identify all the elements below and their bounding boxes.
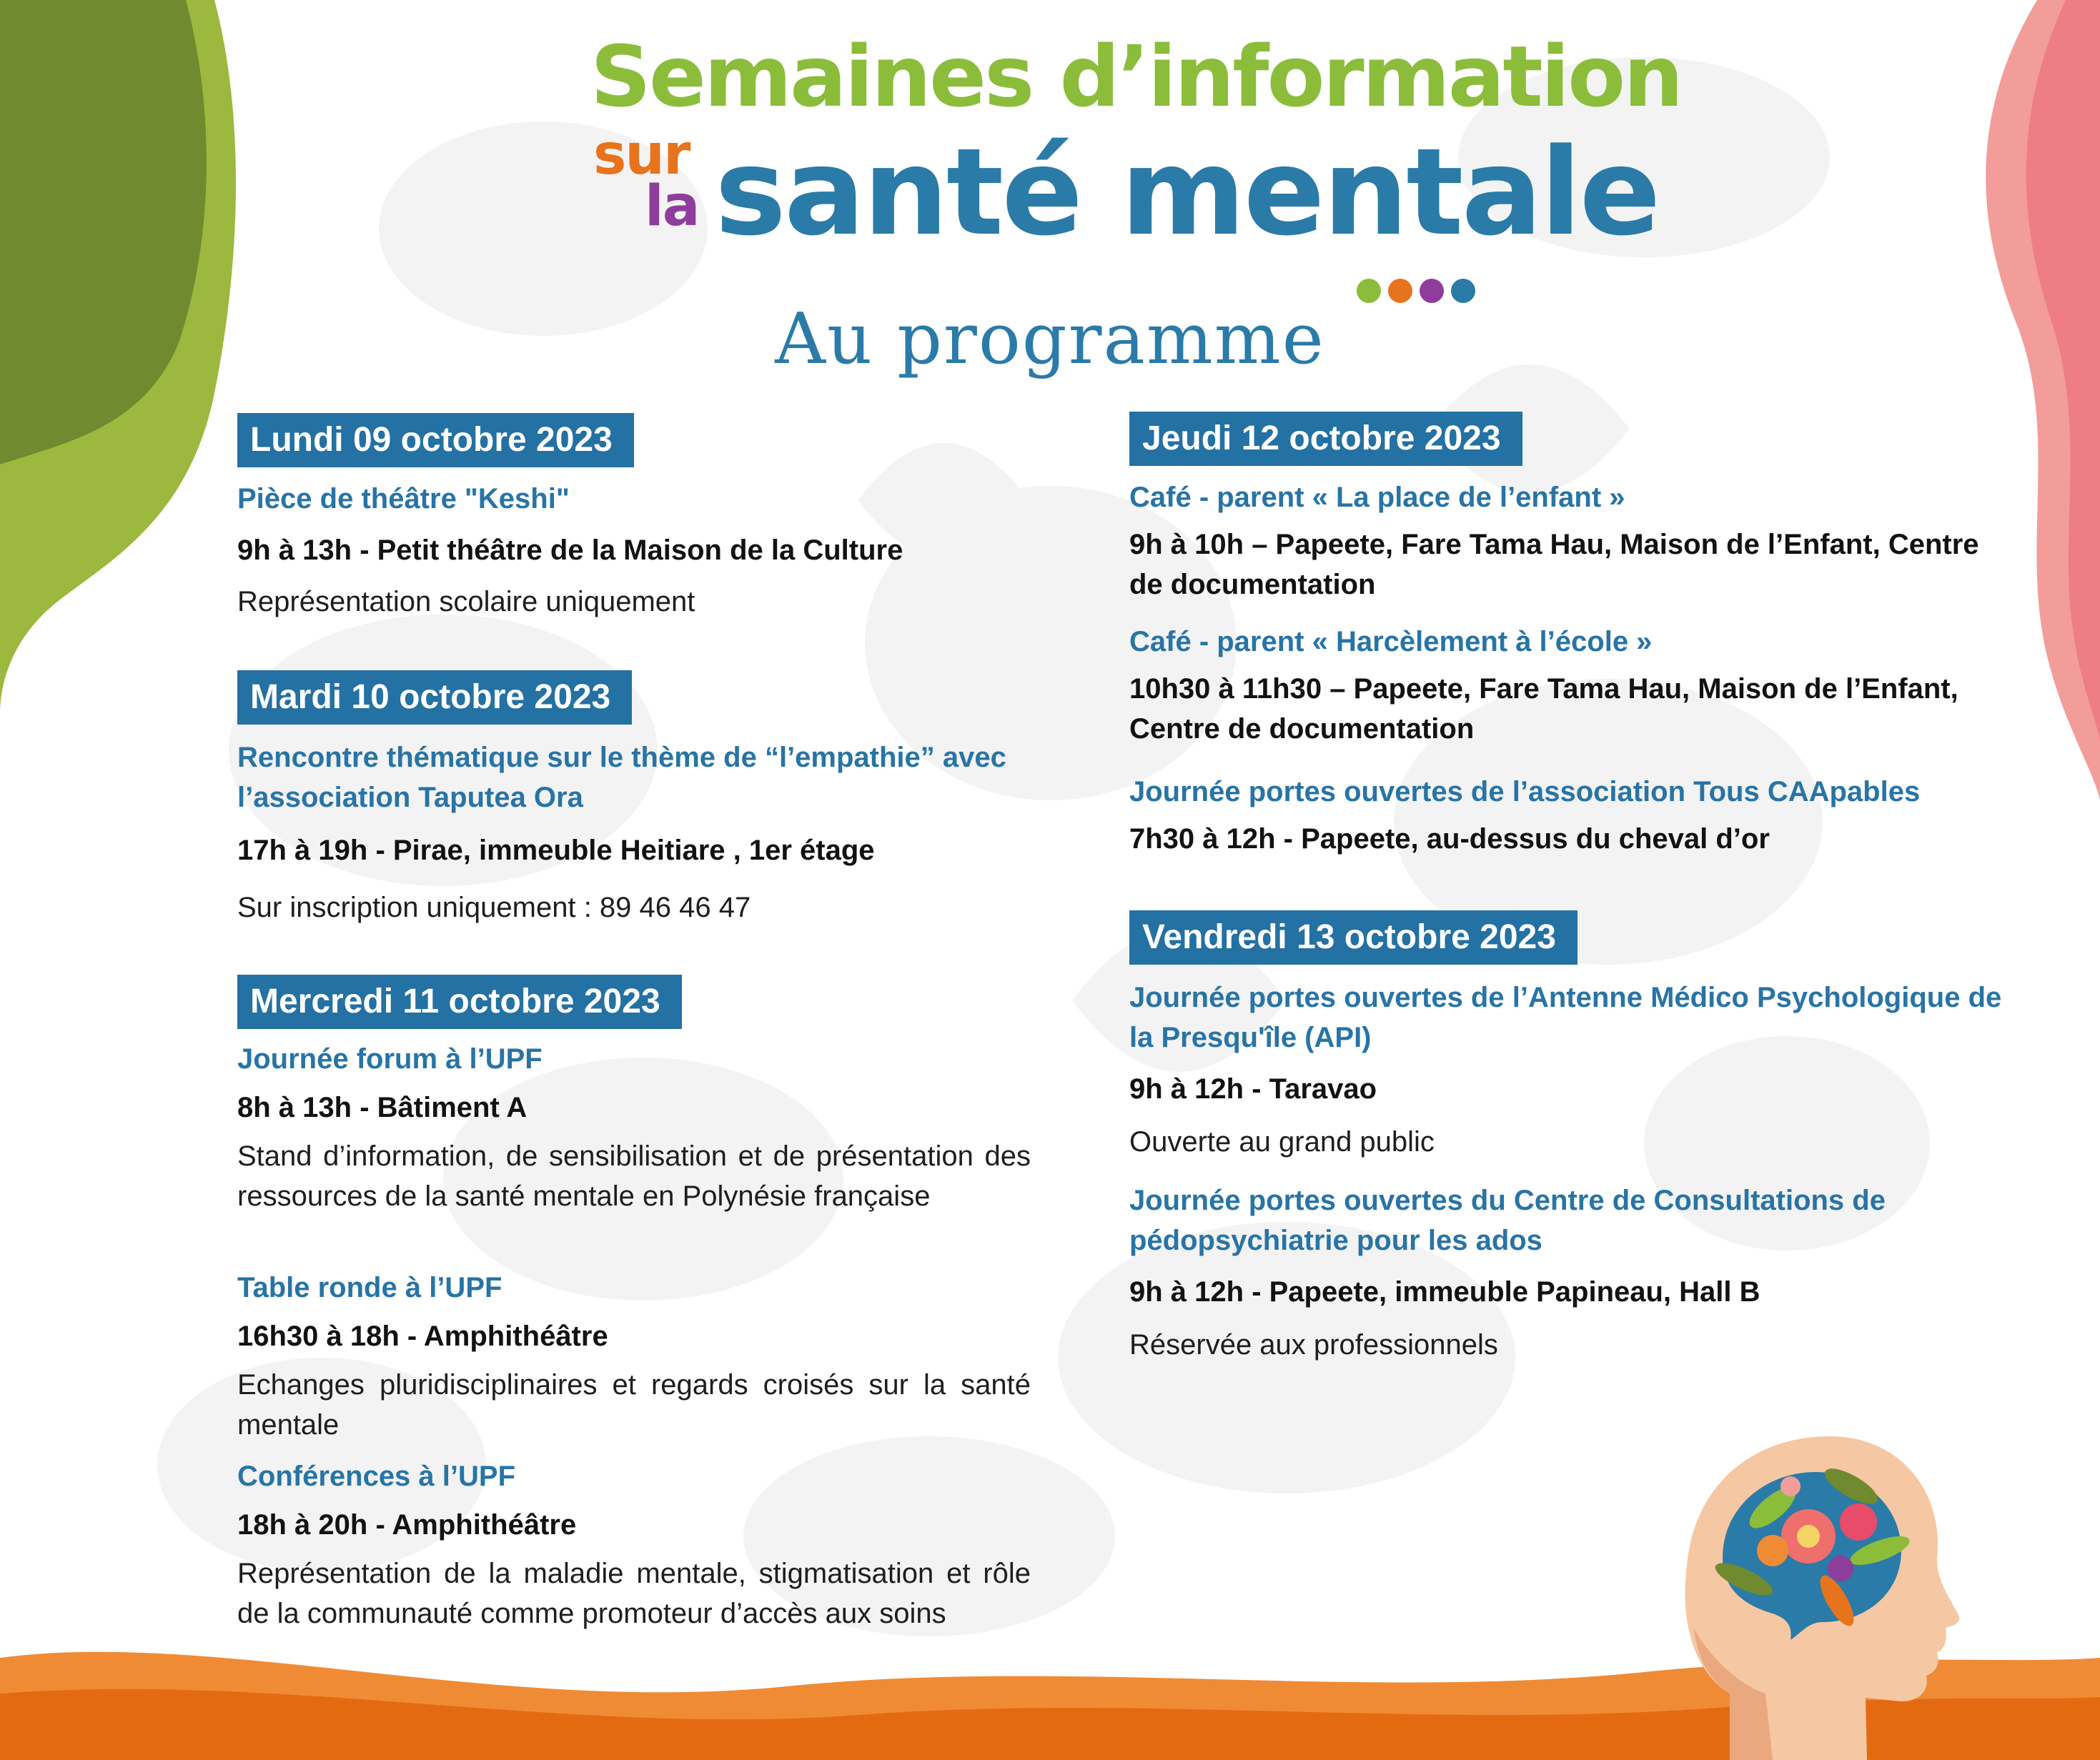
day-banner-jeudi: Jeudi 12 octobre 2023 (1129, 412, 1522, 466)
event-mercredi-1 (237, 1039, 1031, 1216)
day-banner-vendredi: Vendredi 13 octobre 2023 (1129, 910, 1578, 965)
logo-title-line1: Semaines d’information (590, 27, 1682, 126)
event-mercredi-2 (237, 1268, 1031, 1445)
day-section-jeudi (1129, 412, 1522, 466)
event-jeudi-1 (1129, 477, 2009, 605)
logo-title-line2: santé mentale (715, 122, 1659, 262)
event-description: Echanges pluridisciplinaires et regards croisés sur la santé mentale (237, 1369, 1031, 1441)
event-lundi-1 (237, 479, 1031, 622)
logo-word-sur: sur (593, 123, 690, 187)
event-description: Réservée aux professionnels (1129, 1329, 1498, 1361)
event-title: Journée portes ouvertes de l’association Tous CAApables (1129, 776, 1921, 807)
event-jeudi-2 (1129, 622, 2009, 749)
day-section-lundi (237, 413, 634, 467)
event-title: Conférences à l’UPF (237, 1461, 516, 1492)
event-description: Représentation de la maladie mentale, stigmatisation et rôle de la communauté comme promoteur d’accès aux soins (237, 1558, 1031, 1629)
event-title: Café - parent « Harcèlement à l’école » (1129, 626, 1653, 657)
day-banner-mardi: Mardi 10 octobre 2023 (237, 670, 632, 725)
event-description: Représentation scolaire uniquement (237, 586, 695, 617)
event-title: Journée portes ouvertes du Centre de Consultations de pédopsychiatrie pour les ados (1129, 1185, 1886, 1256)
event-time: 9h à 12h - Papeete, immeuble Papineau, Hall B (1129, 1276, 1760, 1308)
event-title: Table ronde à l’UPF (237, 1272, 502, 1303)
day-section-vendredi (1129, 910, 1578, 965)
event-description: Sur inscription uniquement : 89 46 46 47 (237, 892, 751, 923)
event-time: 9h à 12h - Taravao (1129, 1073, 1377, 1105)
event-title: Café - parent « La place de l’enfant » (1129, 482, 1625, 513)
day-banner-lundi: Lundi 09 octobre 2023 (237, 413, 634, 467)
event-time: 8h à 13h - Bâtiment A (237, 1092, 528, 1123)
event-vendredi-2 (1129, 1180, 2009, 1365)
event-vendredi-1 (1129, 978, 2009, 1162)
event-time: 9h à 10h – Papeete, Fare Tama Hau, Maison de l’Enfant, Centre de documentation (1129, 529, 1979, 600)
event-time: 9h à 13h - Petit théâtre de la Maison de la Culture (237, 535, 903, 566)
event-time: 18h à 20h - Amphithéâtre (237, 1509, 577, 1541)
event-time: 7h30 à 12h - Papeete, au-dessus du cheval d’or (1129, 823, 1770, 855)
day-section-mercredi (237, 975, 682, 1029)
event-title: Pièce de théâtre "Keshi" (237, 483, 570, 514)
event-title: Rencontre thématique sur le thème de “l’empathie” avec l’association Taputea Ora (237, 742, 1006, 813)
event-title: Journée portes ouvertes de l’Antenne Médico Psychologique de la Presqu'île (API) (1129, 982, 2002, 1053)
day-section-mardi (237, 670, 632, 725)
event-time: 17h à 19h - Pirae, immeuble Heitiare , 1er étage (237, 835, 875, 866)
logo-word-la: la (645, 174, 699, 239)
head-with-flowers-illustration (1665, 1386, 1966, 1760)
event-jeudi-3 (1129, 772, 2009, 859)
event-mardi-1 (237, 737, 1031, 928)
event-description: Stand d’information, de sensibilisation et de présentation des ressources de la santé mentale en Polynésie française (237, 1140, 1031, 1212)
day-banner-mercredi: Mercredi 11 octobre 2023 (237, 975, 682, 1029)
event-time: 16h30 à 18h - Amphithéâtre (237, 1321, 608, 1352)
header (0, 0, 2100, 400)
program-title: Au programme (775, 299, 1325, 380)
event-description: Ouverte au grand public (1129, 1126, 1435, 1158)
event-title: Journée forum à l’UPF (237, 1043, 543, 1075)
event-mercredi-3 (237, 1456, 1031, 1634)
event-time: 10h30 à 11h30 – Papeete, Fare Tama Hau, Maison de l’Enfant, Centre de documentation (1129, 673, 1958, 745)
